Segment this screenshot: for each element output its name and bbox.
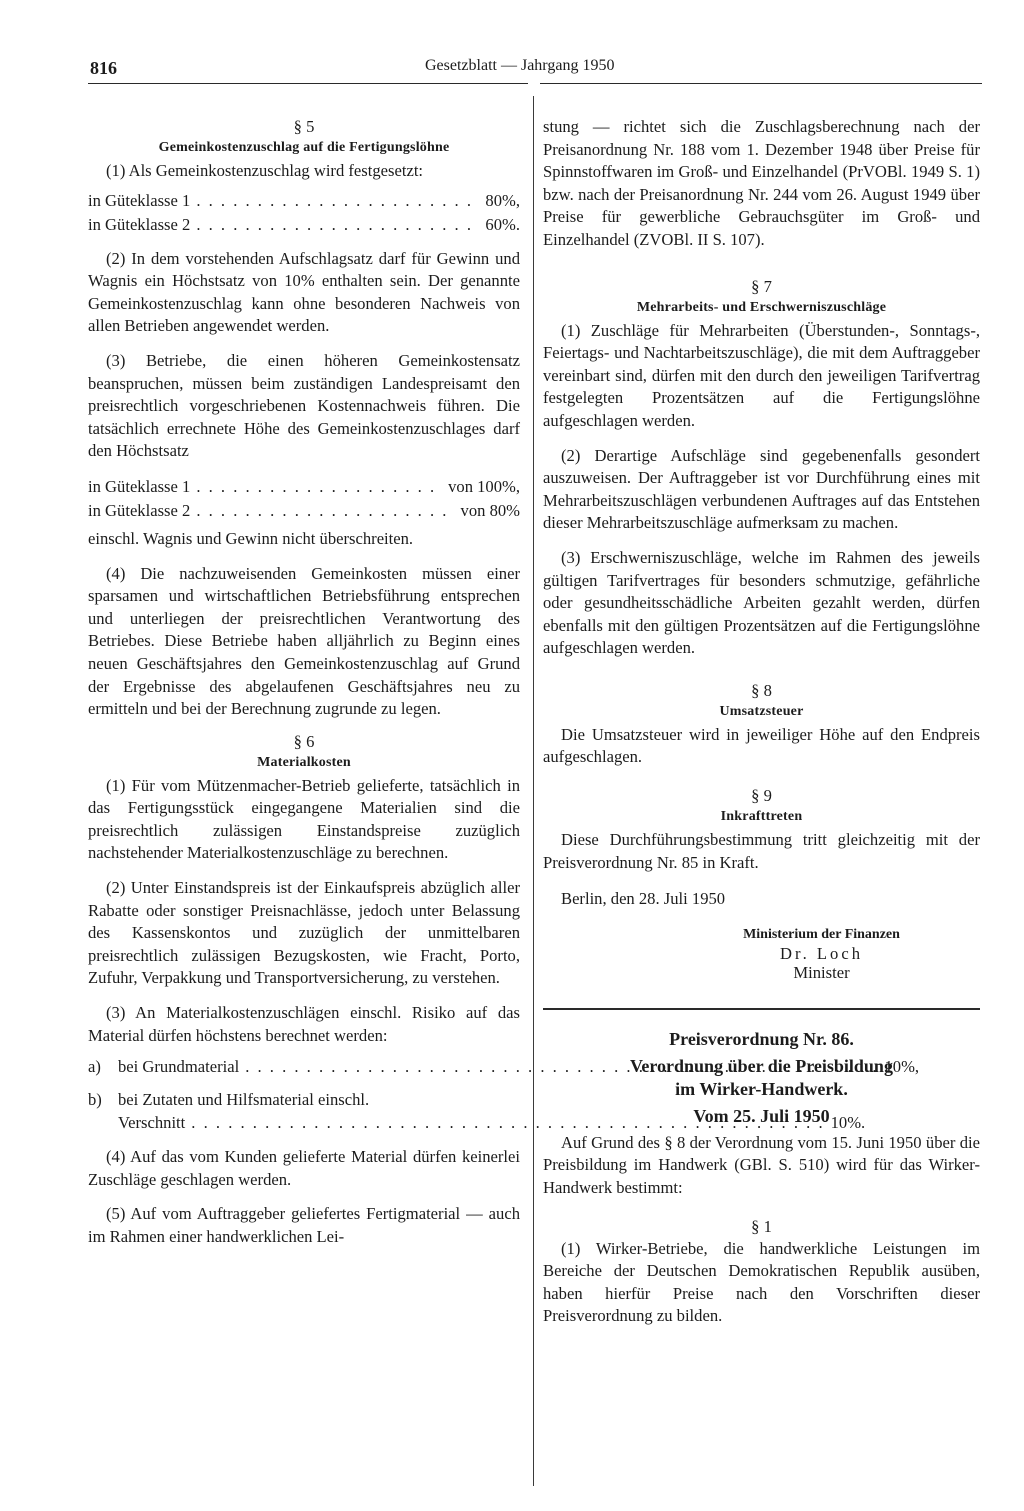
section-8-number: § 8 bbox=[751, 680, 772, 700]
item-mark: a) bbox=[88, 1057, 101, 1077]
rates-list-2 bbox=[88, 475, 520, 522]
section-9-paragraph-1: Diese Durchführungsbestimmung tritt gleichzeitig mit der Preisverordnung Nr. 85 in Kraft. bbox=[543, 830, 980, 872]
section-7-paragraph-2: (2) Derartige Aufschläge sind gegebenenfalls gesondert auszuweisen. Der Auftraggeber ist vor Durchführung eines mit Mehrarbeitszuschlägen verbundenen Auftrages auf das Entstehen dieser Mehrarbeitszuschläge aufmerksam zu machen. bbox=[543, 445, 980, 533]
section-9-heading: Inkrafttreten bbox=[720, 809, 803, 825]
rate-label: in Güteklasse 2 bbox=[88, 500, 191, 520]
item-label-2: Verschnitt bbox=[118, 1113, 186, 1133]
section-5-paragraph-2: (2) In dem vorstehenden Aufschlagsatz darf für Gewinn und Wagnis ein Höchstsatz von 10% enthalten sein. Der genannte Gemeinkostenzuschlag kann ohne besonderen Nachweis von allen Betrieben angewendet werden. bbox=[88, 248, 520, 336]
signature-ministry: Ministerium der Finanzen bbox=[743, 926, 900, 942]
new-act-title-2: Verordnung über die Preisbildung bbox=[630, 1055, 893, 1076]
header-rule-right bbox=[540, 83, 982, 84]
rate-label: in Güteklasse 1 bbox=[88, 190, 191, 210]
item-mark: b) bbox=[88, 1090, 102, 1110]
rate-value: 80%, bbox=[485, 190, 520, 210]
rate-label: in Güteklasse 1 bbox=[88, 476, 191, 496]
section-5-number: § 5 bbox=[293, 117, 315, 136]
item-label: bei Zutaten und Hilfsmaterial einschl. bbox=[118, 1090, 370, 1110]
section-7-number: § 7 bbox=[751, 276, 772, 296]
new-act-section-1-number: § 1 bbox=[751, 1216, 772, 1236]
leader-dots bbox=[196, 475, 442, 498]
leader-dots bbox=[196, 499, 454, 522]
section-5-paragraph-3-end: einschl. Wagnis und Gewinn nicht überschreiten. bbox=[88, 528, 414, 548]
header-rule-left bbox=[88, 83, 528, 84]
rate-row bbox=[88, 213, 520, 236]
rate-row bbox=[88, 475, 520, 498]
section-9-number: § 9 bbox=[751, 786, 772, 806]
rate-value: von 80% bbox=[460, 500, 520, 520]
section-6-paragraph-1: (1) Für vom Mützenmacher-Betrieb gelieferte, tatsächlich in das Fertigungsstück eingegangene Materialien sind die preisrechtlich zulässigen Einstandspreise zuzüglich nachstehender Materialkostenzuschläge zu berechnen. bbox=[88, 775, 520, 863]
section-5-heading: Gemeinkostenzuschlag auf die Fertigungslöhne bbox=[158, 140, 450, 155]
item-value: 10%. bbox=[830, 1113, 866, 1133]
running-head: Gesetzblatt — Jahrgang 1950 bbox=[425, 57, 615, 74]
section-6-paragraph-5: (5) Auf vom Auftraggeber geliefertes Fertigmaterial — auch im Rahmen einer handwerklichen Lei- bbox=[88, 1204, 520, 1246]
section-5-paragraph-4: (4) Die nachzuweisenden Gemeinkosten müssen einer sparsamen und wirtschaftlichen Betriebsführung entsprechen und unterliegen der preisrechtlichen Verantwortung des Betriebes. Diese Betriebe haben alljährlich zu Beginn eines neuen Geschäftsjahres den Gemeinkostenzuschlag auf Grund der Ergebnisse des abgelaufenen Geschäftsjahres neu zu ermitteln und bei der Berechnung zugrunde zu legen. bbox=[88, 563, 520, 719]
section-8-heading: Umsatzsteuer bbox=[719, 703, 804, 719]
section-6-paragraph-4: (4) Auf das vom Kunden gelieferte Material dürfen keinerlei Zuschläge geschlagen werden. bbox=[88, 1147, 520, 1189]
rate-row bbox=[88, 499, 520, 522]
section-6-heading: Materialkosten bbox=[257, 754, 351, 770]
new-act-title-3: im Wirker-Handwerk. bbox=[675, 1078, 848, 1099]
column-divider bbox=[533, 96, 534, 1486]
section-5-paragraph-3: (3) Betriebe, die einen höheren Gemeinkostensatz beanspruchen, müssen beim zuständigen Landespreisamt den preisrechtlich vorgeschriebenen Kostennachweis führen. Die tatsächlich errechnete Höhe des Gemeinkostenzuschlages darf den Höchstsatz bbox=[88, 350, 520, 461]
section-6-paragraph-2: (2) Unter Einstandspreis ist der Einkaufspreis abzüglich aller Rabatte oder sonstiger Preisnachlässe, jedoch unter Belassung des Kassenskontos und zuzüglich der unmittelbaren preisrechtlich zulässigen Bezugskosten, wie Fracht, Porto, Zufuhr, Verpakkung und Transportversicherung, zu verstehen. bbox=[88, 878, 520, 988]
section-7-paragraph-3: (3) Erschwerniszuschläge, welche im Rahmen des jeweils gültigen Tarifvertrages für besonders schmutzige, gefährliche oder gesundheitsschädliche Arbeiten gezahlt werden, dürfen ebenfalls mit den gültigen Prozentsätzen auf die Fertigungslöhne aufgeschlagen werden. bbox=[543, 547, 980, 658]
leader-dots bbox=[196, 189, 479, 212]
rate-label: in Güteklasse 2 bbox=[88, 214, 191, 234]
section-divider bbox=[543, 1008, 980, 1010]
item-label: bei Grundmaterial bbox=[118, 1057, 240, 1077]
section-7-heading: Mehrarbeits- und Erschwerniszuschläge bbox=[636, 299, 887, 315]
section-5-paragraph-1: (1) Als Gemeinkostenzuschlag wird festgesetzt: bbox=[106, 161, 424, 180]
section-8-paragraph-1: Die Umsatzsteuer wird in jeweiliger Höhe auf den Endpreis aufgeschlagen. bbox=[543, 724, 980, 767]
rate-row bbox=[88, 189, 520, 212]
continuation-paragraph: stung — richtet sich die Zuschlagsberechnung nach der Preisanordnung Nr. 188 vom 1. Dezember 1948 über Preise für Spinnstoffwaren im Groß- und Einzelhandel (PrVOBl. 1949 S. 1) bzw. nach der Preisanordnung Nr. 244 vom 26. August 1949 über Preise für gewerbliche Gebrauchsgüter im Groß- und Einzelhandel (ZVOBl. II S. 107). bbox=[543, 117, 980, 249]
new-act-date: Vom 25. Juli 1950 bbox=[693, 1105, 830, 1126]
rate-value: 60%. bbox=[485, 214, 520, 234]
rates-list-1 bbox=[88, 189, 520, 236]
signature-block bbox=[543, 925, 980, 982]
place-date: Berlin, den 28. Juli 1950 bbox=[561, 889, 726, 909]
page-number: 816 bbox=[90, 58, 117, 78]
section-6-number: § 6 bbox=[293, 731, 315, 751]
signature-name: Dr. Loch bbox=[780, 943, 863, 963]
section-7-paragraph-1: (1) Zuschläge für Mehrarbeiten (Überstunden-, Sonntags-, Feiertags- und Nachtarbeitszuschläge), die mit dem Auftraggeber vereinbart sind, dürfen mit den durch den jeweiligen Tarifvertrag festgelegten Prozentsätzen auf die Fertigungslöhne aufgeschlagen werden. bbox=[543, 320, 980, 430]
rate-value: von 100%, bbox=[448, 476, 520, 496]
right-column bbox=[543, 116, 980, 1328]
item-value: 10%, bbox=[884, 1057, 920, 1077]
section-6-paragraph-3: (3) An Materialkostenzuschlägen einschl. Risiko auf das Material dürfen höchstens berechnet werden: bbox=[88, 1003, 520, 1045]
new-act-title-1: Preisverordnung Nr. 86. bbox=[669, 1028, 854, 1049]
new-act-intro: Auf Grund des § 8 der Verordnung vom 15. Juni 1950 über die Preisbildung im Handwerk (GBl. S. 510) wird für das Wirker-Handwerk bestimmt: bbox=[543, 1132, 980, 1198]
new-act-section-1-paragraph-1: (1) Wirker-Betriebe, die handwerkliche Leistungen im Bereiche der Deutschen Demokratischen Republik ausüben, haben hierfür Preise nach den Vorschriften dieser Preisverordnung zu bilden. bbox=[543, 1238, 980, 1326]
leader-dots bbox=[196, 213, 479, 236]
signature-title: Minister bbox=[793, 962, 850, 982]
